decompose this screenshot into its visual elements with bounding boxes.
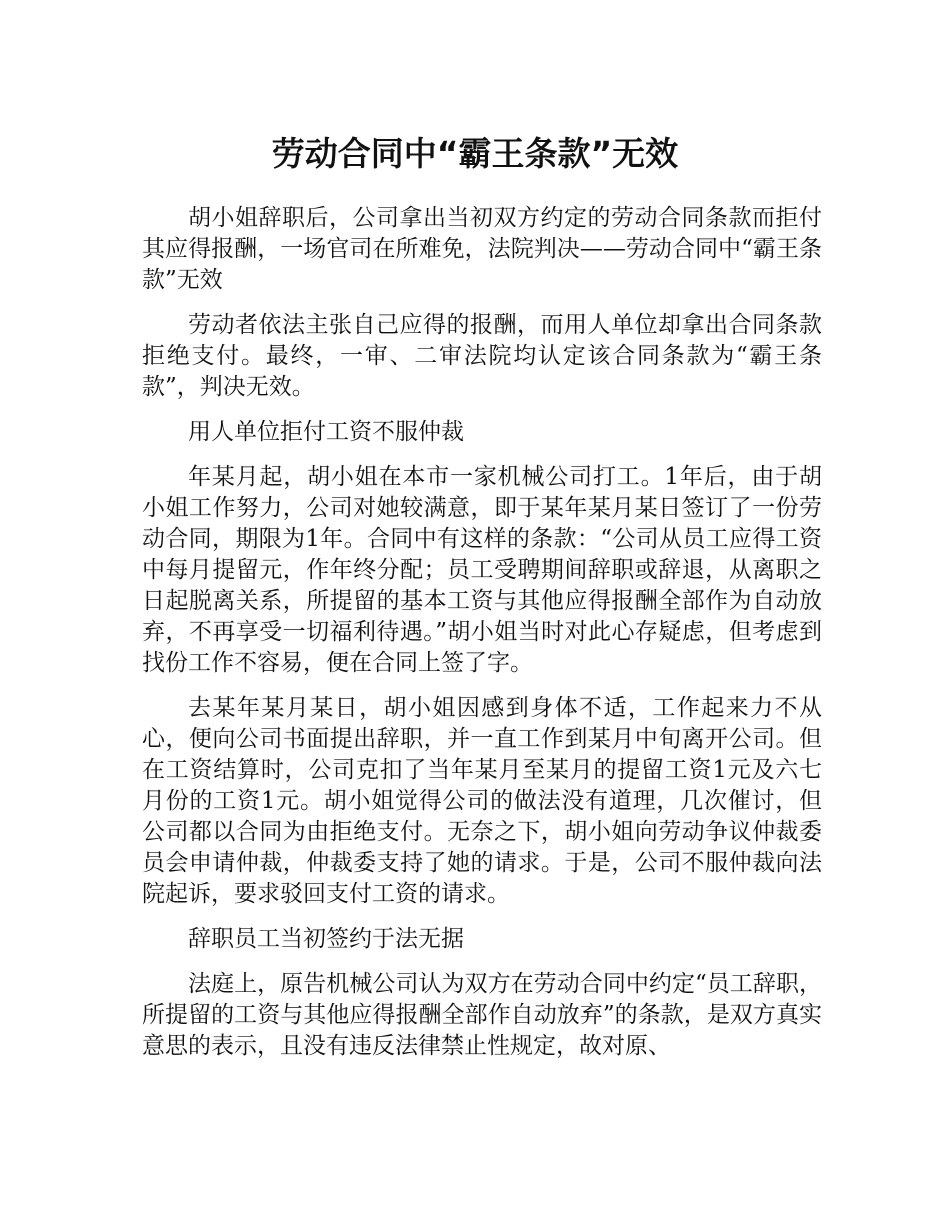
section-heading-1: 用人单位拒付工资不服仲裁	[188, 419, 464, 445]
paragraph-2: 劳动者依法主张自己应得的报酬，而用人单位却拿出合同条款拒绝支付。最终，一审、二审法院均认定该合同条款为“霸王条款”，判决无效。	[142, 312, 822, 400]
section-heading-2: 辞职员工当初签约于法无据	[188, 926, 464, 952]
paragraph-3: 年某月起，胡小姐在本市一家机械公司打工。1年后，由于胡小姐工作努力，公司对她较满意，即于某年某月某日签订了一份劳动合同，期限为1年。合同中有这样的条款：“公司从员工应得工资中每月提留元，作年终分配；员工受聘期间辞职或辞退，从离职之日起脱离关系，所提留的基本工资与其他应得报酬全部作为自动放弃，不再享受一切福利待遇。”胡小姐当时对此心存疑虑，但考虑到找份工作不容易，便在合同上签了字。	[142, 464, 822, 676]
paragraph-4: 去某年某月某日，胡小姐因感到身体不适，工作起来力不从心，便向公司书面提出辞职，并一直工作到某月中旬离开公司。但在工资结算时，公司克扣了当年某月至某月的提留工资1元及六七月份的工资1元。胡小姐觉得公司的做法没有道理，几次催讨，但公司都以合同为由拒绝支付。无奈之下，胡小姐向劳动争议仲裁委员会申请仲裁，仲裁委支持了她的请求。于是，公司不服仲裁向法院起诉，要求驳回支付工资的请求。	[142, 695, 822, 907]
paragraph-1: 胡小姐辞职后，公司拿出当初双方约定的劳动合同条款而拒付其应得报酬，一场官司在所难免，法院判决——劳动合同中“霸王条款”无效	[142, 205, 822, 293]
document-body	[142, 203, 822, 1076]
paragraph-5: 法庭上，原告机械公司认为双方在劳动合同中约定“员工辞职，所提留的工资与其他应得报酬全部作自动放弃”的条款，是双方真实意思的表示，且没有违反法律禁止性规定，故对原、	[142, 971, 822, 1059]
document-title: 劳动合同中“霸王条款”无效	[271, 134, 679, 174]
